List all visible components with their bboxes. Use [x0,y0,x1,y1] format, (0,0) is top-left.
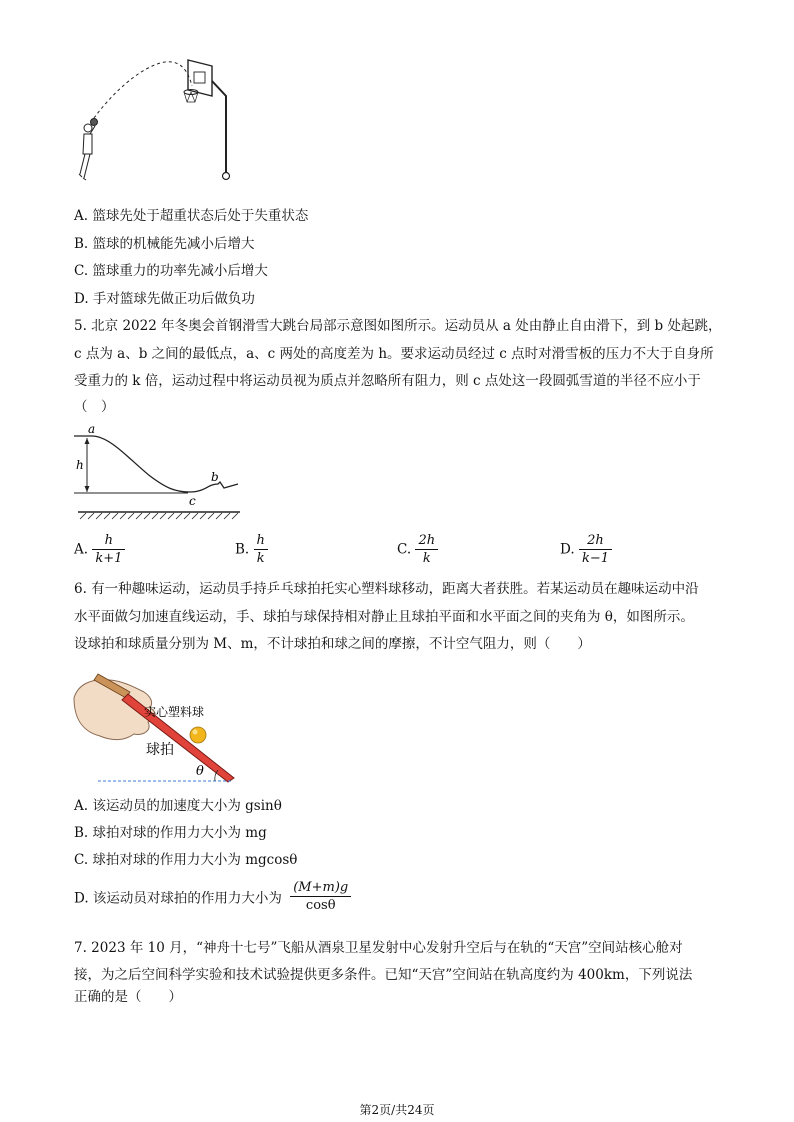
label-c: c [189,494,196,508]
ball-trajectory [94,62,192,118]
q4-option-a: A. 篮球先处于超重状态后处于失重状态 [74,208,309,224]
backboard [188,60,212,96]
q5-option-b: B. $\frac{h}{k}$ [235,533,268,566]
q4-option-d: D. 手对篮球先做正功后做负功 [74,291,255,307]
paddle-figure [70,660,250,788]
q4-option-c: C. 篮球重力的功率先减小后增大 [74,263,268,279]
player-figure [79,119,98,181]
label-a: a [88,422,96,436]
q6-stem-line-3: 设球拍和球质量分别为 M、m，不计球拍和球之间的摩擦，不计空气阻力，则（ ） [74,636,591,652]
page-footer: 第2页/共24页 [359,1103,435,1117]
q5-option-c: C. $\frac{2h}{k}$ [397,533,438,566]
ski-slope-figure [70,420,250,522]
paddle-label: 球拍 [146,742,174,758]
label-h: h [76,458,84,472]
ball-label: 实心塑料球 [144,705,205,719]
q5-option-a: A. $\frac{h}{k+1}$ [74,533,125,566]
q6-option-c: C. 球拍对球的作用力大小为 mgcosθ [74,852,298,868]
angle-label: θ [196,764,204,779]
q6-stem-line-1: 6. 有一种趣味运动，运动员手持乒乓球拍托实心塑料球移动，距离大者获胜。若某运动员在趣味运动中沿 [74,581,699,597]
q7-stem-line-2: 接，为之后空间科学实验和技术试验提供更多条件。已知“天宫”空间站在轨高度约为 400km，下列说法 [74,967,693,983]
basketball-figure [70,56,250,198]
q7-stem-line-1: 7. 2023 年 10 月，“神舟十七号”飞船从酒泉卫星发射中心发射升空后与在轨的“天宫”空间站核心舱对 [74,940,683,956]
q5-option-d: D. $\frac{2h}{k-1}$ [560,533,612,566]
q4-option-b: B. 篮球的机械能先减小后增大 [74,236,255,252]
ball [190,727,206,743]
q5-stem-line-3: 受重力的 k 倍，运动过程中将运动员视为质点并忽略所有阻力，则 c 点处这一段圆弧雪道的半径不应小于 [74,373,701,389]
q5-stem-line-1: 5. 北京 2022 年冬奥会首钢滑雪大跳台局部示意图如图所示。运动员从 a 处由静止自由滑下，到 b 处起跳， [74,318,722,334]
q5-stem-line-2: c 点为 a、b 之间的最低点，a、c 两处的高度差为 h。要求运动员经过 c 点时对滑雪板的压力不大于自身所 [74,346,714,362]
q5-stem-line-4: （ ） [74,399,115,415]
q6-option-b: B. 球拍对球的作用力大小为 mg [74,825,267,841]
q6-option-a: A. 该运动员的加速度大小为 gsinθ [74,798,282,814]
q6-stem-line-2: 水平面做匀加速直线运动，手、球拍与球保持相对静止且球拍平面和水平面之间的夹角为 θ，如图所示。 [74,609,694,625]
q6-option-d: D. 该运动员对球拍的作用力大小为 $\frac{(M+m)g}{\cos\theta}$ [74,880,351,913]
label-b: b [211,470,219,484]
q7-stem-line-3: 正确的是（ ） [74,989,182,1005]
hoop-pole [212,81,226,174]
